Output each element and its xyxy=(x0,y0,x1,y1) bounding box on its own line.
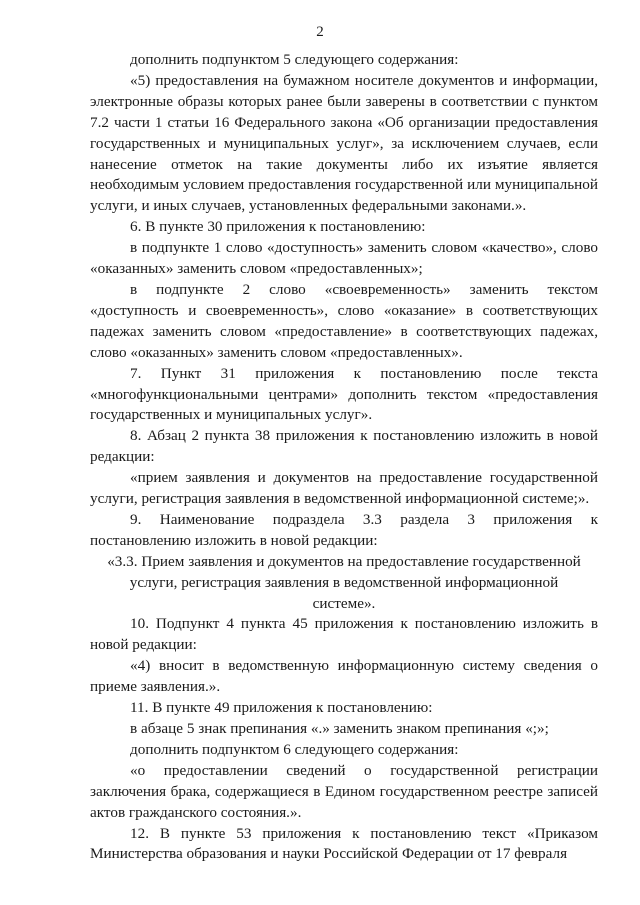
paragraph-item-12: 12. В пункте 53 приложения к постановлению текст «Приказом Министерства образования и науки Российской Федерации от 17 февраля xyxy=(90,824,598,863)
paragraph-item-7: 7. Пункт 31 приложения к постановлению после текста «многофункциональными центрами» дополнить текстом «предоставления государственных и муниципальных услуг». xyxy=(90,364,598,424)
paragraph-item-6-subclause-2: в подпункте 2 слово «своевременность» заменить текстом «доступность и своевременность», слово «оказание» в соответствующих падежах заменить словом «предоставление» в соответствующих падежах, слово «оказанных» заменить словом «предоставленных». xyxy=(90,280,598,361)
paragraph-item-11-supplement: дополнить подпунктом 6 следующего содержания: xyxy=(130,740,459,758)
page-number: 2 xyxy=(316,24,324,40)
paragraph-item-6-subclause-1: в подпункте 1 слово «доступность» заменить словом «качество», слово «оказанных» заменить словом «предоставленных»; xyxy=(90,239,598,278)
document-body xyxy=(90,50,598,865)
paragraph-item-8-text: «прием заявления и документов на предоставление государственной услуги, регистрация заявления в ведомственной информационной системе;». xyxy=(90,469,598,508)
paragraph-subsection-3-3-title: «3.3. Прием заявления и документов на предоставление государственной услуги, регистрация заявления в ведомственной информационной системе». xyxy=(107,552,581,612)
paragraph-item-10: 10. Подпункт 4 пункта 45 приложения к постановлению изложить в новой редакции: xyxy=(90,615,598,654)
paragraph-item-11-abzac-5: в абзаце 5 знак препинания «.» заменить знаком препинания «;»; xyxy=(130,720,549,737)
paragraph-item-11: 11. В пункте 49 приложения к постановлению: xyxy=(130,699,433,717)
paragraph-item-11-subclause-6-text: «о предоставлении сведений о государственной регистрации заключения брака, содержащиеся в Едином государственном реестре записей актов гражданского состояния.». xyxy=(90,761,598,821)
paragraph-item-8: 8. Абзац 2 пункта 38 приложения к постановлению изложить в новой редакции: xyxy=(90,427,598,466)
paragraph-subclause-5-text: «5) предоставления на бумажном носителе документов и информации, электронные образы которых ранее были заверены в соответствии с пунктом 7.2 части 1 статьи 16 Федерального закона «Об организации предоставления государственных и муниципальных услуг», за исключением случаев, если нанесение отметок на такие документы либо их изъятие является необходимым условием предоставления государственной или муниципальной услуги, и иных случаев, установленных федеральными законами.». xyxy=(90,71,598,215)
paragraph-supplement-intro: дополнить подпунктом 5 следующего содержания: xyxy=(130,51,459,68)
paragraph-item-9: 9. Наименование подраздела 3.3 раздела 3 приложения к постановлению изложить в новой редакции: xyxy=(90,510,598,549)
paragraph-item-10-text: «4) вносит в ведомственную информационную систему сведения о приеме заявления.». xyxy=(90,657,598,696)
paragraph-item-6: 6. В пункте 30 приложения к постановлению: xyxy=(130,218,426,236)
